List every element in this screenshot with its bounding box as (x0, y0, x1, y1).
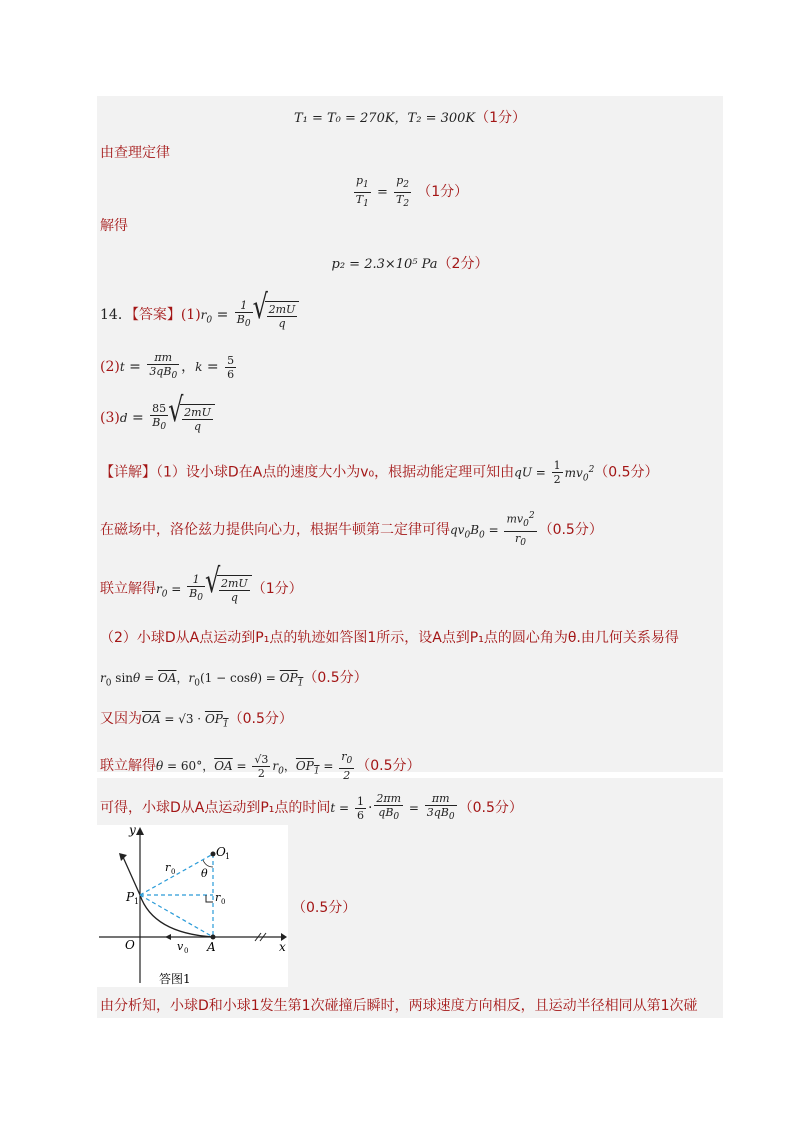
angle-result: 联立解得θ = 60°，$\overline{OA}$ = $\frac{√3}{2}$ $r_0$，$OP_1$ = $\frac{r_0}{2}$ （0.5分） (100, 750, 421, 783)
geometry-equations: $r_0$ $\sin\theta = \overline{OA}$，$r_0(1 - \cos\theta) = OP_1(0.5$分） (100, 670, 368, 689)
chord-line (140, 895, 213, 937)
score-label: （1分） (251, 581, 303, 598)
part-label: (2) (100, 359, 120, 376)
trajectory-arrow (119, 853, 127, 861)
part-label: (1) (180, 307, 201, 324)
pressure-result (97, 253, 723, 273)
answer-tag: 【答案】 (131, 307, 181, 324)
score-label: （0.5分） (458, 800, 523, 817)
temperature-values: T₁ = T₀ = 270K，T₂ = 300K (293, 111, 476, 126)
magnetic-text: 在磁场中，洛伦兹力提供向心力，根据牛顿第二定律可得 (100, 522, 450, 539)
charles-law-label: 由查理定律 (100, 145, 170, 161)
svg-text:O: O (125, 938, 135, 952)
part-label: (3) (100, 410, 120, 427)
svg-text:P: P (126, 890, 135, 904)
time-text: 可得，小球D从A点运动到P₁点的时间 (100, 800, 331, 817)
figure-answer-1 (93, 825, 288, 987)
center-point (211, 852, 216, 857)
score-label: （1分） (417, 184, 469, 201)
answer-part2: (2)t = $\frac{\pi m}{3qB_0}$ ，k = $\frac{5}{6}$ (100, 351, 235, 382)
point-a (211, 935, 216, 940)
svg-text:θ: θ (201, 867, 208, 880)
trajectory-diagram (93, 825, 288, 987)
svg-text:r: r (215, 891, 221, 904)
svg-text:v: v (177, 940, 184, 953)
figure-score: （0.5分） (292, 900, 357, 916)
figure-caption-text: 答图1 (159, 972, 191, 986)
detail-part1: 【详解】（1）设小球D在A点的速度大小为v₀，根据动能定理可知由qU = $\frac{1}{2}$ $mv_0^2(0.5$分） (100, 459, 659, 486)
solve-label: 解得 (100, 218, 128, 234)
lorentz-equation: 在磁场中，洛伦兹力提供向心力，根据牛顿第二定律可得$qv_0B_0$ = $\frac{mv_0^2}{r_0}$ （0.5分） (100, 511, 603, 549)
score-label: （0.5分） (303, 670, 368, 686)
temperature-equation (97, 107, 723, 127)
score-label: （1分） (475, 110, 527, 126)
y-axis-arrow (136, 827, 144, 835)
score-label: （2分） (437, 256, 489, 272)
final-analysis-line: 由分析知，小球D和小球1发生第1次碰撞后瞬时，两球速度方向相反，且运动半径相同从第1次碰 (100, 998, 698, 1014)
answer-part3: (3)d = $\frac{85}{B_0}$ √ $\frac{2mU}{q}$ (100, 402, 215, 434)
charles-law-equation: $\frac{p_1}{T_1}$ = $\frac{p_2}{T_2}$ （1分） (355, 174, 469, 210)
detail-text: （1）设小球D在A点的速度大小为v₀，根据动能定理可知由 (156, 464, 515, 481)
answer-part1: 14．【答案】$(1)r_0$ = $\frac{1}{B_0}$ √ $\frac{2mU}{q}$ (100, 299, 299, 331)
score-label: （0.5分） (594, 464, 659, 481)
svg-text:O: O (216, 845, 226, 859)
time-result: 可得，小球D从A点运动到P₁点的时间t = $\frac{1}{6}$ · $\frac{2\pi m}{qB_0}$ = $\frac{\pi m}{3qB_0}$ （0.5分） (100, 792, 523, 823)
svg-text:0: 0 (184, 947, 189, 955)
also-because-label: 又因为 (100, 711, 142, 727)
svg-text:y: y (129, 825, 136, 837)
radius-result: 联立解得$r_0$ = $\frac{1}{B_0}$ √ $\frac{2mU}{q}$ （1分） (100, 573, 303, 605)
score-label: （0.5分） (538, 522, 603, 539)
svg-text:r: r (165, 861, 171, 874)
svg-text:0: 0 (221, 898, 226, 906)
svg-text:x: x (279, 940, 286, 954)
score-label: （0.5分） (228, 711, 293, 727)
question-number: 14． (100, 307, 132, 324)
detail-part2-intro: （2）小球D从A点运动到P₁点的轨迹如答图1所示，设A点到P₁点的圆心角为θ.由几何关系易得 (100, 630, 679, 646)
combine-label: 联立解得 (100, 758, 156, 775)
svg-text:1: 1 (134, 897, 140, 906)
svg-text:A: A (207, 940, 216, 954)
svg-text:1: 1 (225, 852, 231, 861)
also-because-line: 又因为$\overline{OA} = √3 \cdot OP_1(0.5$分） (100, 711, 293, 730)
detail-tag: 【详解】 (100, 464, 156, 481)
pressure-value: p₂ = 2.3×10⁵ Pa (331, 257, 438, 272)
svg-text:0: 0 (171, 868, 176, 876)
combine-label: 联立解得 (100, 581, 156, 598)
score-label: （0.5分） (356, 758, 421, 775)
